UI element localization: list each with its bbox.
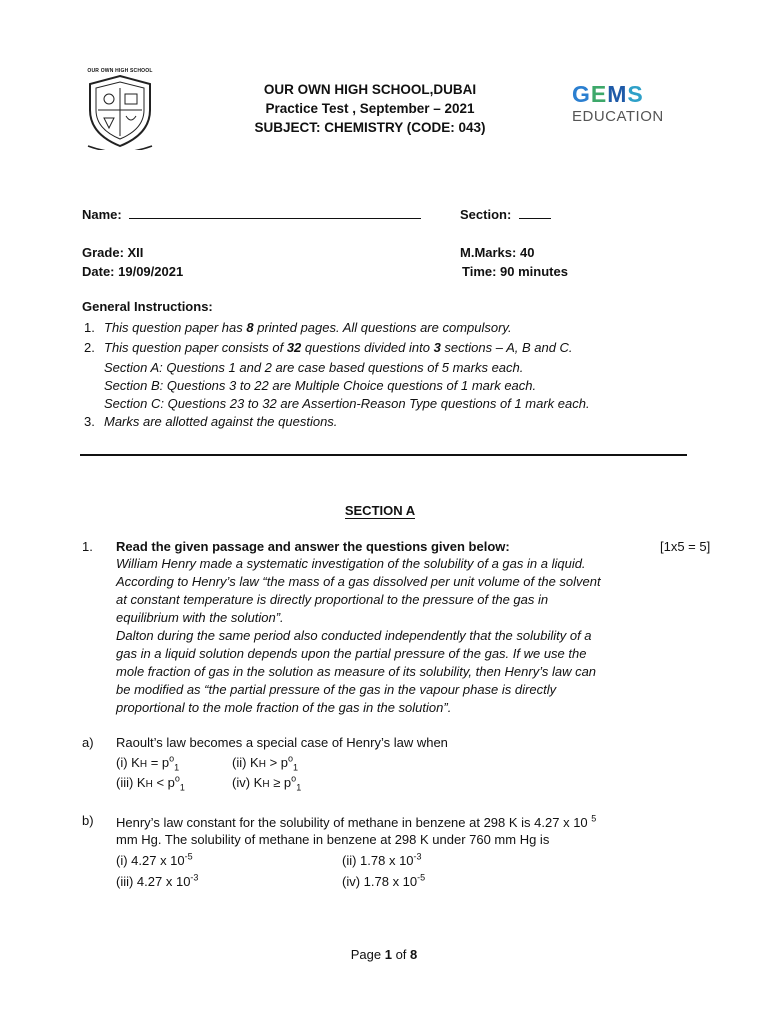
- test-name: Practice Test , September – 2021: [265, 101, 475, 116]
- passage: [116, 555, 656, 717]
- question-a-text: Raoult’s law becomes a special case of Henry’s law when: [116, 735, 448, 750]
- question-b-label: b): [82, 813, 94, 828]
- date-text: Date: 19/09/2021: [82, 264, 184, 279]
- passage-line: William Henry made a systematic investigation of the solubility of a gas in a liquid.: [116, 556, 586, 571]
- question-b-line-2: mm Hg. The solubility of methane in benzene at 298 K under 760 mm Hg is: [116, 832, 550, 847]
- section-a-title: SECTION A: [344, 503, 416, 518]
- passage-line: at constant temperature is directly proportional to the pressure of the gas in: [116, 592, 549, 607]
- passage-line: mole fraction of gas in the solution as measure of its solubility, then Henry’s law can: [116, 664, 597, 679]
- grade-text: Grade: XII: [82, 245, 144, 260]
- gems-education-logo: [572, 82, 672, 128]
- subject-line: SUBJECT: CHEMISTRY (CODE: 043): [254, 120, 486, 135]
- name-label: Name:: [82, 207, 122, 222]
- max-marks-text: M.Marks: 40: [460, 245, 535, 260]
- question-b-option-3: (iii) 4.27 x $10^{-3}$: [116, 872, 199, 889]
- question-b-option-4: (iv) 1.78 x $10^{-5}$: [342, 872, 426, 889]
- question-1-number: 1.: [82, 539, 93, 554]
- school-crest-logo: [78, 66, 162, 150]
- question-a-option-1: (i) KH = $p^o_1$: [116, 753, 180, 773]
- passage-line: gas in a liquid solution depends upon the partial pressure of the gas. If we use the: [116, 646, 587, 661]
- school-name: OUR OWN HIGH SCHOOL,DUBAI: [263, 82, 477, 97]
- passage-line: proportional to the mole fraction of the gas in the solution”.: [116, 700, 452, 715]
- instruction-1-number: 1.: [84, 320, 95, 335]
- passage-line: be modified as “the partial pressure of the gas in the vapour phase is directly: [116, 682, 557, 697]
- question-a-label: a): [82, 735, 94, 750]
- instruction-2: This question paper consists of 32 questions divided into 3 sections – A, B and C.: [104, 340, 573, 355]
- instruction-1: This question paper has 8 printed pages. All questions are compulsory.: [104, 320, 512, 335]
- section-b-info: Section B: Questions 3 to 22 are Multiple Choice questions of 1 mark each.: [104, 378, 537, 393]
- question-1-marks: [1x5 = 5]: [660, 539, 711, 554]
- page-number: Page 1 of 8: [350, 947, 418, 962]
- time-text: Time: 90 minutes: [462, 264, 568, 279]
- section-label: Section:: [460, 207, 512, 222]
- gems-logo-subtitle: EDUCATION: [572, 108, 664, 125]
- name-field: [82, 206, 421, 224]
- section-a-info: Section A: Questions 1 and 2 are case based questions of 5 marks each.: [104, 360, 524, 375]
- question-a-option-2: (ii) KH > $p^o_1$: [232, 753, 299, 773]
- divider-line: [80, 454, 687, 456]
- section-blank: [519, 206, 551, 219]
- question-a-option-4: (iv) KH ≥ $p^o_1$: [232, 773, 302, 793]
- gems-logo-word: GEMS: [572, 81, 644, 107]
- instruction-3-number: 3.: [84, 414, 95, 429]
- question-b-option-1: (i) 4.27 x $10^{-5}$: [116, 851, 193, 868]
- name-blank: [129, 206, 421, 219]
- instruction-3: Marks are allotted against the questions.: [104, 414, 338, 429]
- question-1-heading: Read the given passage and answer the questions given below:: [116, 539, 510, 554]
- section-field: [460, 206, 551, 224]
- section-c-info: Section C: Questions 23 to 32 are Assertion-Reason Type questions of 1 mark each.: [104, 396, 590, 411]
- passage-line: According to Henry’s law “the mass of a gas dissolved per unit volume of the solvent: [116, 574, 601, 589]
- question-b-option-2: (ii) 1.78 x $10^{-3}$: [342, 851, 422, 868]
- question-a-option-3: (iii) KH < $p^o_1$: [116, 773, 185, 793]
- passage-line: equilibrium with the solution”.: [116, 610, 284, 625]
- passage-line: Dalton during the same period also conducted independently that the solubility of a: [116, 628, 592, 643]
- instruction-2-number: 2.: [84, 340, 95, 355]
- instructions-heading: General Instructions:: [82, 299, 213, 314]
- question-b-line-1: Henry’s law constant for the solubility of methane in benzene at 298 K is 4.27 x 10 $^5$: [116, 813, 597, 830]
- crest-caption: OUR OWN HIGH SCHOOL: [87, 68, 153, 74]
